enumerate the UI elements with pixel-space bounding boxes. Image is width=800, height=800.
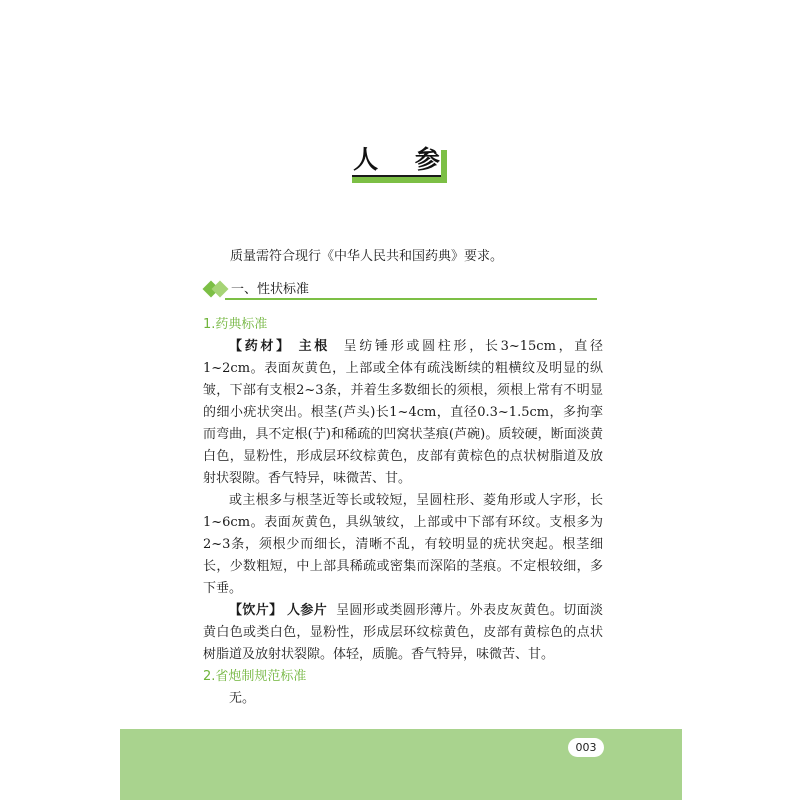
intro-text: 质量需符合现行《中华人民共和国药典》要求。 [230,249,504,264]
section-body [203,314,603,710]
section-header [203,281,598,301]
tag-yinpian: 【饮片】 [229,603,283,618]
page-number: 003 [568,738,604,757]
part-main-root: 主根 [298,339,330,354]
yaocai-description: 呈纺锤形或圆柱形，长3~15cm，直径1~2cm。表面灰黄色，上部或全体有疏浅断续的粗横纹及明显的纵皱，下部有支根2~3条，并着生多数细长的须根，须根上常有不明显的细小疣状突出。根茎(芦头)长1~4cm，直径0.3~1.5cm，多拘挛而弯曲，具不定根(艼)和稀疏的凹窝状茎痕(芦碗)。质较硬，断面淡黄白色，显粉性，形成层环纹棕黄色，皮部有黄棕色的点状树脂道及放射状裂隙。香气特异，味微苦、甘。 [203,339,603,486]
paragraph-yaocai [203,336,603,490]
paragraph-yinpian [203,600,603,666]
footer-band [120,729,682,800]
tag-yaocai: 【药材】 [229,339,292,354]
paragraph-variant: 或主根多与根茎近等长或较短，呈圆柱形、菱角形或人字形，长1~6cm。表面灰黄色，具纵皱纹，上部或中下部有环纹。支根多为2~3条，须根少而细长，清晰不乱，有较明显的疣状突起。根茎细长，少数粗短，中上部具稀疏或密集而深陷的茎痕。不定根较细，多下垂。 [203,493,603,596]
part-slice: 人参片 [286,603,328,618]
title-box [352,140,454,177]
page-title: 人 参 [353,144,454,174]
subheading-pharmacopoeia: 1.药典标准 [203,317,268,332]
section-title: 一、性状标准 [231,282,310,297]
paragraph-provincial: 无。 [229,691,256,706]
yinpian-description: 呈圆形或类圆形薄片。外表皮灰黄色。切面淡黄白色或类白色，显粉性，形成层环纹棕黄色，皮部有黄棕色的点状树脂道及放射状裂隙。体轻，质脆。香气特异，味微苦、甘。 [203,603,603,662]
page-title-block [352,140,454,183]
subheading-provincial: 2.省炮制规范标准 [203,669,307,684]
